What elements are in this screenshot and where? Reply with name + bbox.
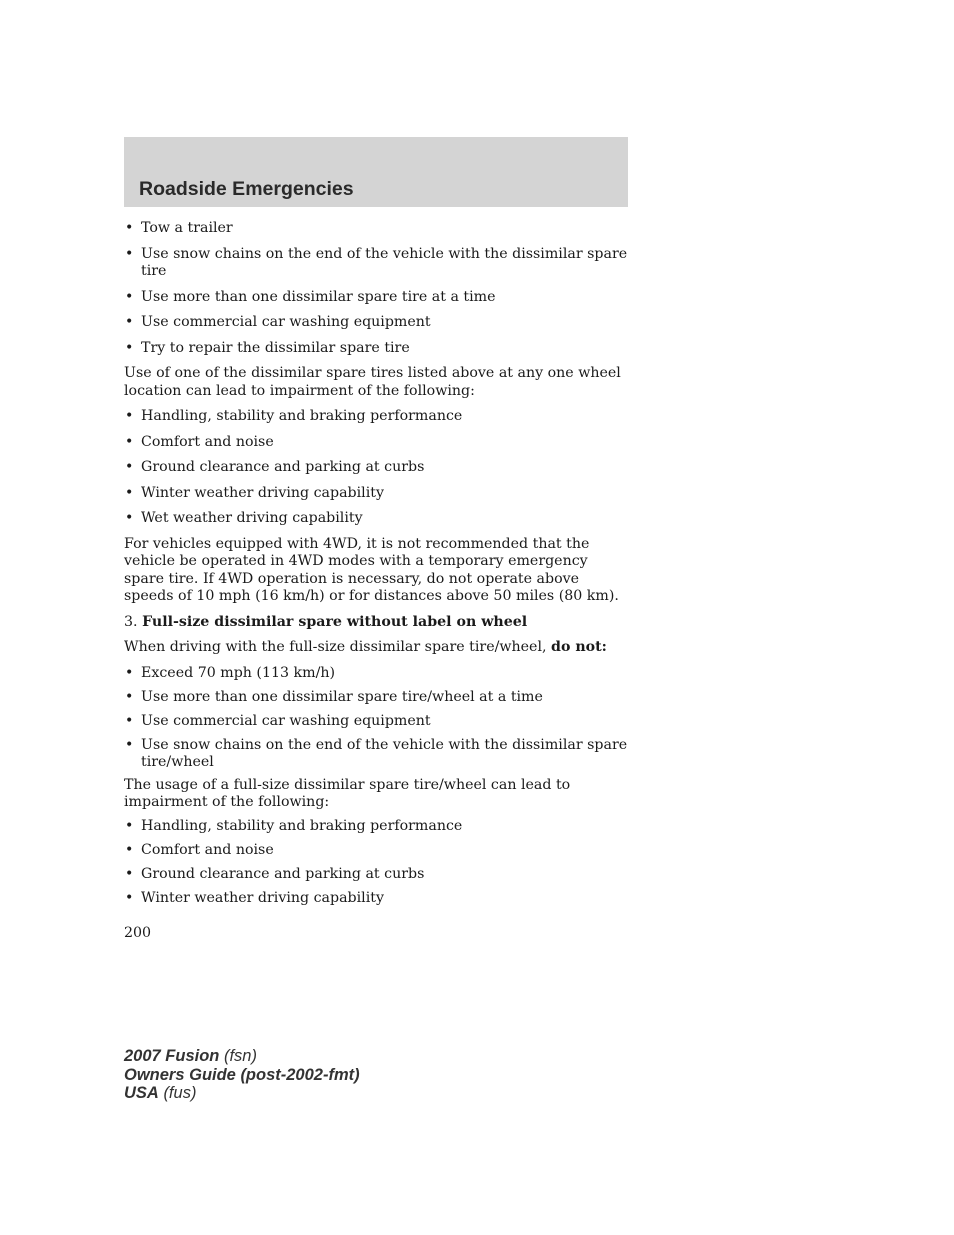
list-item: • Comfort and noise — [125, 841, 274, 858]
full-size-prohibited-list — [124, 665, 628, 772]
list-item: • Wet weather driving capability — [125, 510, 363, 526]
footer-line-market: USA (fus) — [124, 1084, 197, 1102]
list-item: • Comfort and noise — [125, 433, 274, 450]
bullet-icon: • — [125, 712, 134, 729]
list-item: • Tow a trailer — [125, 220, 233, 236]
section-header — [124, 137, 628, 207]
list-item: • Use snow chains on the end of the vehicle with the dissimilar spare tire — [125, 245, 628, 279]
bullet-icon: • — [125, 841, 134, 858]
list-item: • Use snow chains on the end of the vehicle with the dissimilar spare tire/wheel — [125, 736, 628, 770]
bullet-icon: • — [125, 288, 134, 305]
usage-paragraph: The usage of a full-size dissimilar spare tire/wheel can lead to impairment of the following: — [124, 776, 571, 810]
page-content — [124, 220, 628, 914]
list-item: • Winter weather driving capability — [125, 484, 384, 501]
bullet-icon: • — [125, 433, 134, 450]
page-number: 200 — [124, 925, 152, 941]
bullet-icon: • — [125, 817, 134, 834]
bullet-icon: • — [125, 408, 134, 424]
list-item: • Handling, stability and braking performance — [125, 408, 463, 424]
bullet-icon: • — [125, 245, 134, 262]
footer-line-guide: Owners Guide (post-2002-fmt) — [124, 1065, 360, 1084]
list-item: • Use commercial car washing equipment — [125, 314, 431, 330]
list-item: • Ground clearance and parking at curbs — [125, 459, 425, 475]
4wd-paragraph: For vehicles equipped with 4WD, it is not recommended that the vehicle be operated in 4WD modes with a temporary emergency spare tire. If 4WD operation is necessary, do not operate above speeds of 10 mph (16 km/h) or for distances above 50 miles (80 km). — [124, 535, 619, 604]
list-item: • Ground clearance and parking at curbs — [125, 865, 425, 882]
bullet-icon: • — [125, 865, 134, 882]
list-item: • Use commercial car washing equipment — [125, 712, 431, 729]
document-footer — [124, 1047, 360, 1103]
bullet-icon: • — [125, 688, 134, 705]
footer-line-model: 2007 Fusion (fsn) — [124, 1047, 257, 1065]
bullet-icon: • — [125, 314, 134, 330]
bullet-icon: • — [125, 459, 134, 475]
bullet-icon: • — [125, 736, 134, 753]
bullet-icon: • — [125, 889, 134, 906]
impairment-paragraph: Use of one of the dissimilar spare tires listed above at any one wheel location can lead to impairment of the following: — [124, 365, 621, 399]
bullet-icon: • — [125, 510, 134, 526]
full-size-impairment-list — [124, 818, 628, 908]
list-item: • Exceed 70 mph (113 km/h) — [125, 664, 336, 681]
bullet-icon: • — [125, 220, 134, 236]
list-item: • Use more than one dissimilar spare tire at a time — [125, 288, 496, 305]
item-number: 3. — [124, 613, 138, 630]
item-title: Full-size dissimilar spare without label on wheel — [142, 613, 528, 630]
bullet-icon: • — [125, 664, 134, 681]
list-item: • Use more than one dissimilar spare tire/wheel at a time — [125, 688, 543, 705]
list-item: • Handling, stability and braking performance — [125, 817, 463, 834]
do-not-emphasis: do not: — [551, 639, 607, 655]
list-item: • Winter weather driving capability — [125, 889, 384, 906]
driving-paragraph — [124, 639, 628, 657]
list-item: • Try to repair the dissimilar spare tire — [125, 339, 410, 356]
bullet-icon: • — [125, 339, 134, 356]
driving-text: When driving with the full-size dissimilar spare tire/wheel, — [124, 639, 547, 655]
bullet-icon: • — [125, 484, 134, 501]
item-3-heading — [124, 614, 628, 632]
impairment-list — [124, 408, 628, 528]
prohibited-actions-list — [124, 220, 628, 357]
section-title: Roadside Emergencies — [139, 178, 354, 200]
